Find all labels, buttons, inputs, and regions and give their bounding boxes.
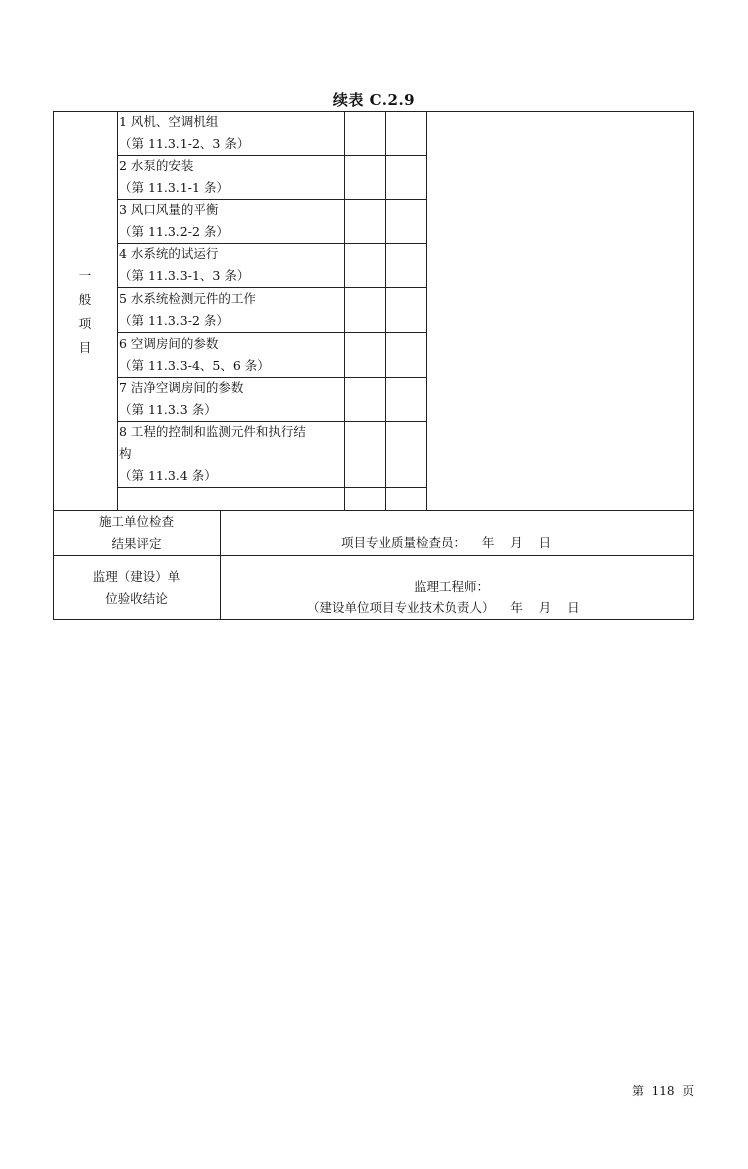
check-divider-2	[426, 111, 427, 510]
supervision-label	[53, 566, 220, 610]
item-title-continued: 构	[119, 446, 132, 461]
construction-check-label-line: 施工单位检查	[98, 514, 174, 529]
inspection-item	[119, 377, 243, 421]
item-title: 5 水系统检测元件的工作	[119, 291, 256, 306]
construction-check-label	[53, 511, 220, 555]
item-clause: （第 11.3.3-4、5、6 条）	[119, 358, 270, 373]
section-label	[53, 264, 117, 360]
item-clause: （第 11.3.3-1、3 条）	[119, 268, 250, 283]
inspection-item	[119, 199, 229, 243]
check-divider-1	[385, 111, 386, 510]
table-right-border	[693, 111, 694, 620]
supervision-label-line: 位验收结论	[105, 591, 168, 606]
item-title: 1 风机、空调机组	[119, 114, 219, 129]
construction-check-label-line: 结果评定	[111, 536, 162, 551]
section-label-char: 项	[78, 316, 92, 331]
table-bottom-border	[53, 619, 694, 620]
inspection-table	[53, 111, 694, 620]
section-label-char: 目	[78, 340, 92, 355]
item-clause: （第 11.3.1-2、3 条）	[119, 136, 250, 151]
item-clause: （第 11.3.1-1 条）	[119, 180, 229, 195]
item-clause: （第 11.3.2-2 条）	[119, 224, 229, 239]
row-separator	[117, 487, 427, 488]
item-title: 4 水系统的试运行	[119, 246, 219, 261]
item-title: 6 空调房间的参数	[119, 336, 219, 351]
inspection-item	[119, 288, 256, 332]
item-clause: （第 11.3.4 条）	[119, 468, 217, 483]
inspection-item	[119, 333, 270, 377]
supervision-label-line: 监理（建设）单	[92, 569, 181, 584]
item-clause: （第 11.3.3-2 条）	[119, 313, 229, 328]
page-number: 第 118 页	[632, 1084, 695, 1098]
section-label-char: 一	[78, 268, 92, 283]
item-divider	[344, 111, 345, 510]
inspection-item	[119, 111, 249, 155]
inspection-item	[119, 155, 229, 199]
item-title: 3 风口风量的平衡	[119, 202, 219, 217]
footer-divider	[220, 510, 221, 620]
item-clause: （第 11.3.3 条）	[119, 402, 217, 417]
section-divider	[117, 111, 118, 510]
table-title: 续表 C.2.9	[332, 91, 416, 109]
footer-row-separator	[53, 555, 694, 556]
item-title: 7 洁净空调房间的参数	[119, 380, 244, 395]
supervising-engineer-label: 监理工程师：	[414, 579, 490, 594]
quality-inspector-signature: 项目专业质量检查员： 年 月 日	[341, 535, 552, 550]
supervision-signature: （建设单位项目专业技术负责人） 年 月 日	[307, 600, 580, 615]
section-label-char: 般	[78, 292, 92, 307]
item-title: 2 水泵的安装	[119, 158, 194, 173]
inspection-item	[119, 243, 249, 287]
item-title: 8 工程的控制和监测元件和执行结	[119, 424, 306, 439]
inspection-item	[119, 421, 306, 487]
